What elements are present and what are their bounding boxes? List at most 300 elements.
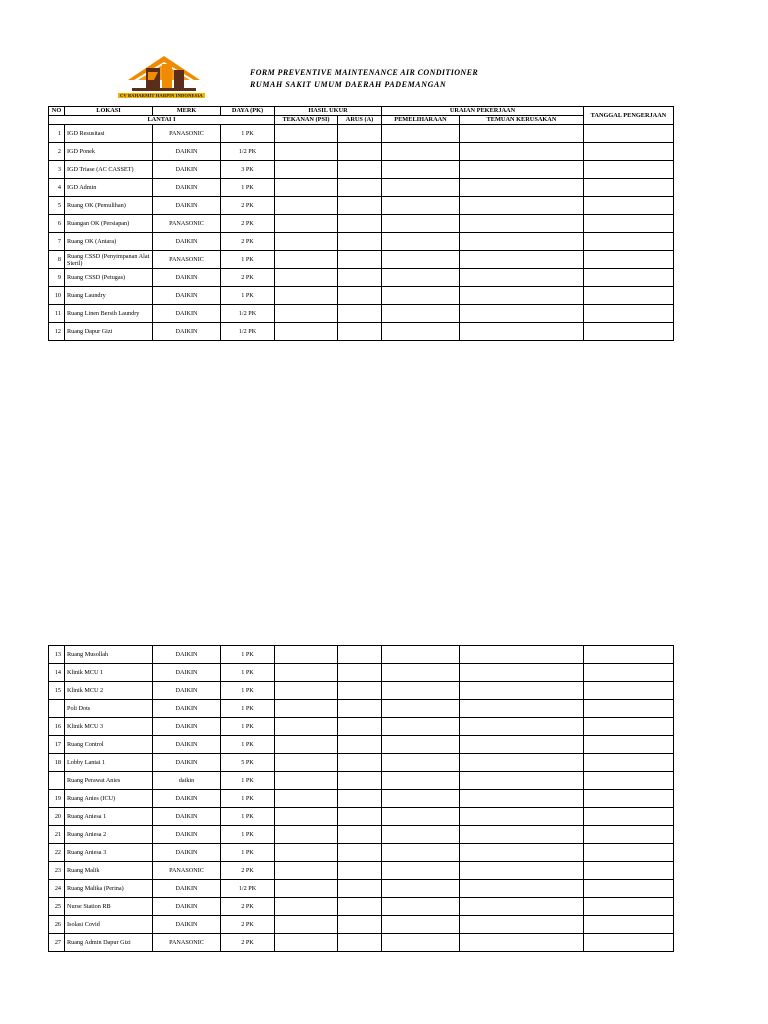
row-lokasi: Ruang Dapur Gizi xyxy=(65,323,153,341)
row-temuan[interactable] xyxy=(460,179,584,197)
row-no: 19 xyxy=(49,790,65,808)
row-tanggal[interactable] xyxy=(584,682,674,700)
row-temuan[interactable] xyxy=(460,898,584,916)
table-row xyxy=(49,161,674,179)
row-daya: 2 PK xyxy=(221,197,275,215)
row-daya: 2 PK xyxy=(221,269,275,287)
row-tanggal[interactable] xyxy=(584,808,674,826)
row-arus[interactable] xyxy=(338,718,382,736)
row-arus[interactable] xyxy=(338,197,382,215)
row-arus[interactable] xyxy=(338,934,382,952)
table-row xyxy=(49,143,674,161)
row-tekanan[interactable] xyxy=(275,161,338,179)
row-tekanan[interactable] xyxy=(275,880,338,898)
row-tanggal[interactable] xyxy=(584,233,674,251)
row-tekanan[interactable] xyxy=(275,808,338,826)
row-lokasi: Klinik MCU 3 xyxy=(65,718,153,736)
row-arus[interactable] xyxy=(338,916,382,934)
row-arus[interactable] xyxy=(338,754,382,772)
row-pemeliharaan[interactable] xyxy=(382,323,460,341)
row-arus[interactable] xyxy=(338,646,382,664)
row-pemeliharaan[interactable] xyxy=(382,682,460,700)
row-daya: 1 PK xyxy=(221,808,275,826)
row-daya: 1/2 PK xyxy=(221,143,275,161)
row-merk: DAIKIN xyxy=(153,197,221,215)
table-row xyxy=(49,934,674,952)
row-pemeliharaan[interactable] xyxy=(382,808,460,826)
row-lokasi: Ruang Malika (Perina) xyxy=(65,880,153,898)
row-tekanan[interactable] xyxy=(275,826,338,844)
row-no: 5 xyxy=(49,197,65,215)
row-merk: DAIKIN xyxy=(153,754,221,772)
row-tanggal[interactable] xyxy=(584,197,674,215)
row-tekanan[interactable] xyxy=(275,215,338,233)
row-temuan[interactable] xyxy=(460,125,584,143)
row-daya: 1 PK xyxy=(221,287,275,305)
row-temuan[interactable] xyxy=(460,718,584,736)
row-tanggal[interactable] xyxy=(584,844,674,862)
row-merk: DAIKIN xyxy=(153,287,221,305)
row-pemeliharaan[interactable] xyxy=(382,700,460,718)
row-no: 24 xyxy=(49,880,65,898)
row-tanggal[interactable] xyxy=(584,323,674,341)
row-merk: DAIKIN xyxy=(153,916,221,934)
row-tanggal[interactable] xyxy=(584,251,674,269)
row-merk: DAIKIN xyxy=(153,700,221,718)
row-daya: 3 PK xyxy=(221,161,275,179)
row-arus[interactable] xyxy=(338,790,382,808)
row-tekanan[interactable] xyxy=(275,646,338,664)
col-no: NO xyxy=(49,107,65,116)
row-lokasi: Ruang Aniesa 3 xyxy=(65,844,153,862)
row-merk: PANASONIC xyxy=(153,215,221,233)
row-merk: DAIKIN xyxy=(153,664,221,682)
row-arus[interactable] xyxy=(338,826,382,844)
row-pemeliharaan[interactable] xyxy=(382,215,460,233)
row-arus[interactable] xyxy=(338,736,382,754)
section-label: LANTAI I xyxy=(49,116,275,125)
row-daya: 1/2 PK xyxy=(221,880,275,898)
row-arus[interactable] xyxy=(338,844,382,862)
row-pemeliharaan[interactable] xyxy=(382,718,460,736)
row-daya: 1/2 PK xyxy=(221,323,275,341)
row-tekanan[interactable] xyxy=(275,718,338,736)
table-row xyxy=(49,880,674,898)
row-daya: 1 PK xyxy=(221,826,275,844)
row-merk: DAIKIN xyxy=(153,161,221,179)
row-tekanan[interactable] xyxy=(275,305,338,323)
row-arus[interactable] xyxy=(338,323,382,341)
row-lokasi: Ruang Malik xyxy=(65,862,153,880)
row-arus[interactable] xyxy=(338,287,382,305)
row-temuan[interactable] xyxy=(460,862,584,880)
row-pemeliharaan[interactable] xyxy=(382,736,460,754)
row-lokasi: Ruang Linen Bersih Laundry xyxy=(65,305,153,323)
row-merk: DAIKIN xyxy=(153,880,221,898)
row-merk: DAIKIN xyxy=(153,143,221,161)
row-tanggal[interactable] xyxy=(584,269,674,287)
row-lokasi: IGD Resusitasi xyxy=(65,125,153,143)
row-pemeliharaan[interactable] xyxy=(382,161,460,179)
table-row xyxy=(49,700,674,718)
table-row xyxy=(49,197,674,215)
row-no: 18 xyxy=(49,754,65,772)
row-no: 10 xyxy=(49,287,65,305)
row-tanggal[interactable] xyxy=(584,718,674,736)
row-no: 23 xyxy=(49,862,65,880)
row-lokasi: Poli Dots xyxy=(65,700,153,718)
table-row xyxy=(49,125,674,143)
row-no: 26 xyxy=(49,916,65,934)
row-tanggal[interactable] xyxy=(584,916,674,934)
row-temuan[interactable] xyxy=(460,251,584,269)
row-arus[interactable] xyxy=(338,179,382,197)
row-pemeliharaan[interactable] xyxy=(382,251,460,269)
table-row xyxy=(49,179,674,197)
table-row xyxy=(49,251,674,269)
row-pemeliharaan[interactable] xyxy=(382,269,460,287)
row-arus[interactable] xyxy=(338,143,382,161)
row-no: 27 xyxy=(49,934,65,952)
row-pemeliharaan[interactable] xyxy=(382,646,460,664)
row-lokasi: Ruang CSSD (Penyimpanan Alat Steril) xyxy=(65,251,153,269)
row-no: 21 xyxy=(49,826,65,844)
hospital-name: RUMAH SAKIT UMUM DAERAH PADEMANGAN xyxy=(250,80,447,89)
row-no: 7 xyxy=(49,233,65,251)
row-tanggal[interactable] xyxy=(584,646,674,664)
table-row xyxy=(49,844,674,862)
col-daya: DAYA (PK) xyxy=(221,107,275,116)
row-pemeliharaan[interactable] xyxy=(382,790,460,808)
row-daya: 2 PK xyxy=(221,898,275,916)
row-merk: PANASONIC xyxy=(153,125,221,143)
row-daya: 5 PK xyxy=(221,754,275,772)
row-tekanan[interactable] xyxy=(275,287,338,305)
row-daya: 2 PK xyxy=(221,215,275,233)
row-merk: DAIKIN xyxy=(153,826,221,844)
row-temuan[interactable] xyxy=(460,233,584,251)
row-lokasi: Ruangan OK (Persiapan) xyxy=(65,215,153,233)
table-row xyxy=(49,305,674,323)
row-tanggal[interactable] xyxy=(584,826,674,844)
row-arus[interactable] xyxy=(338,682,382,700)
row-temuan[interactable] xyxy=(460,916,584,934)
row-tanggal[interactable] xyxy=(584,143,674,161)
table-row xyxy=(49,646,674,664)
row-merk: PANASONIC xyxy=(153,862,221,880)
row-daya: 1 PK xyxy=(221,700,275,718)
row-lokasi: Ruang CSSD (Petugas) xyxy=(65,269,153,287)
table-row xyxy=(49,287,674,305)
row-pemeliharaan[interactable] xyxy=(382,197,460,215)
row-no: 11 xyxy=(49,305,65,323)
row-lokasi: Nurse Station RB xyxy=(65,898,153,916)
row-arus[interactable] xyxy=(338,215,382,233)
row-merk: PANASONIC xyxy=(153,934,221,952)
row-arus[interactable] xyxy=(338,269,382,287)
row-tanggal[interactable] xyxy=(584,305,674,323)
table-row xyxy=(49,215,674,233)
row-no xyxy=(49,700,65,718)
row-no: 9 xyxy=(49,269,65,287)
row-temuan[interactable] xyxy=(460,143,584,161)
row-arus[interactable] xyxy=(338,700,382,718)
row-tekanan[interactable] xyxy=(275,323,338,341)
row-pemeliharaan[interactable] xyxy=(382,916,460,934)
row-pemeliharaan[interactable] xyxy=(382,898,460,916)
row-tekanan[interactable] xyxy=(275,143,338,161)
row-temuan[interactable] xyxy=(460,844,584,862)
row-tanggal[interactable] xyxy=(584,215,674,233)
row-arus[interactable] xyxy=(338,125,382,143)
row-no: 8 xyxy=(49,251,65,269)
row-no: 14 xyxy=(49,664,65,682)
row-tekanan[interactable] xyxy=(275,916,338,934)
row-merk: DAIKIN xyxy=(153,269,221,287)
row-arus[interactable] xyxy=(338,772,382,790)
row-pemeliharaan[interactable] xyxy=(382,664,460,682)
row-pemeliharaan[interactable] xyxy=(382,305,460,323)
row-merk: DAIKIN xyxy=(153,718,221,736)
table-row xyxy=(49,826,674,844)
row-lokasi: Lobby Lantai 1 xyxy=(65,754,153,772)
row-daya: 1 PK xyxy=(221,125,275,143)
row-merk: DAIKIN xyxy=(153,682,221,700)
row-tekanan[interactable] xyxy=(275,934,338,952)
row-temuan[interactable] xyxy=(460,664,584,682)
table-row xyxy=(49,323,674,341)
table-row xyxy=(49,772,674,790)
row-daya: 1 PK xyxy=(221,646,275,664)
row-daya: 1 PK xyxy=(221,664,275,682)
row-lokasi: Ruang Laundry xyxy=(65,287,153,305)
row-merk: DAIKIN xyxy=(153,323,221,341)
row-temuan[interactable] xyxy=(460,754,584,772)
row-pemeliharaan[interactable] xyxy=(382,772,460,790)
row-tanggal[interactable] xyxy=(584,898,674,916)
row-tanggal[interactable] xyxy=(584,862,674,880)
col-tekanan: TEKANAN (PSI) xyxy=(275,116,338,125)
row-merk: DAIKIN xyxy=(153,808,221,826)
row-lokasi: IGD Admin xyxy=(65,179,153,197)
row-lokasi: Ruang Musollah xyxy=(65,646,153,664)
row-tanggal[interactable] xyxy=(584,934,674,952)
row-temuan[interactable] xyxy=(460,880,584,898)
row-merk: PANASONIC xyxy=(153,251,221,269)
row-tanggal[interactable] xyxy=(584,664,674,682)
row-daya: 1 PK xyxy=(221,718,275,736)
row-arus[interactable] xyxy=(338,664,382,682)
row-lokasi: IGD Triase (AC CASSET) xyxy=(65,161,153,179)
row-merk: DAIKIN xyxy=(153,646,221,664)
row-temuan[interactable] xyxy=(460,323,584,341)
row-no: 12 xyxy=(49,323,65,341)
row-temuan[interactable] xyxy=(460,934,584,952)
row-tekanan[interactable] xyxy=(275,179,338,197)
row-pemeliharaan[interactable] xyxy=(382,880,460,898)
row-pemeliharaan[interactable] xyxy=(382,862,460,880)
row-arus[interactable] xyxy=(338,880,382,898)
row-daya: 1 PK xyxy=(221,790,275,808)
row-lokasi: Ruang Anies (ICU) xyxy=(65,790,153,808)
row-temuan[interactable] xyxy=(460,772,584,790)
row-tekanan[interactable] xyxy=(275,844,338,862)
row-tekanan[interactable] xyxy=(275,754,338,772)
row-lokasi: Ruang Admin Dapur Gizi xyxy=(65,934,153,952)
row-lokasi: Klinik MCU 1 xyxy=(65,664,153,682)
row-merk: DAIKIN xyxy=(153,844,221,862)
row-tekanan[interactable] xyxy=(275,233,338,251)
row-arus[interactable] xyxy=(338,898,382,916)
row-temuan[interactable] xyxy=(460,736,584,754)
row-pemeliharaan[interactable] xyxy=(382,233,460,251)
table-row xyxy=(49,790,674,808)
row-tekanan[interactable] xyxy=(275,269,338,287)
table-row xyxy=(49,862,674,880)
row-arus[interactable] xyxy=(338,233,382,251)
row-no: 22 xyxy=(49,844,65,862)
row-temuan[interactable] xyxy=(460,197,584,215)
row-merk: DAIKIN xyxy=(153,233,221,251)
row-arus[interactable] xyxy=(338,305,382,323)
table-row xyxy=(49,898,674,916)
row-daya: 2 PK xyxy=(221,916,275,934)
row-pemeliharaan[interactable] xyxy=(382,287,460,305)
row-temuan[interactable] xyxy=(460,682,584,700)
row-no: 1 xyxy=(49,125,65,143)
row-no: 15 xyxy=(49,682,65,700)
row-tekanan[interactable] xyxy=(275,700,338,718)
row-daya: 1 PK xyxy=(221,251,275,269)
row-temuan[interactable] xyxy=(460,646,584,664)
row-no: 13 xyxy=(49,646,65,664)
row-pemeliharaan[interactable] xyxy=(382,754,460,772)
col-temuan: TEMUAN KERUSAKAN xyxy=(460,116,584,125)
table-row xyxy=(49,682,674,700)
row-arus[interactable] xyxy=(338,808,382,826)
table-row xyxy=(49,916,674,934)
row-daya: 1 PK xyxy=(221,736,275,754)
row-merk: daikin xyxy=(153,772,221,790)
row-tekanan[interactable] xyxy=(275,197,338,215)
row-tanggal[interactable] xyxy=(584,700,674,718)
row-no xyxy=(49,772,65,790)
col-hasil-ukur: HASIL UKUR xyxy=(275,107,382,116)
row-tekanan[interactable] xyxy=(275,772,338,790)
row-temuan[interactable] xyxy=(460,161,584,179)
row-tekanan[interactable] xyxy=(275,664,338,682)
row-no: 6 xyxy=(49,215,65,233)
row-tekanan[interactable] xyxy=(275,736,338,754)
row-daya: 1 PK xyxy=(221,772,275,790)
row-arus[interactable] xyxy=(338,251,382,269)
row-pemeliharaan[interactable] xyxy=(382,826,460,844)
row-no: 17 xyxy=(49,736,65,754)
row-lokasi: Ruang OK (Antara) xyxy=(65,233,153,251)
row-tanggal[interactable] xyxy=(584,179,674,197)
maintenance-table-1 xyxy=(48,106,674,341)
row-tanggal[interactable] xyxy=(584,287,674,305)
table-row xyxy=(49,808,674,826)
row-tekanan[interactable] xyxy=(275,682,338,700)
row-daya: 1/2 PK xyxy=(221,305,275,323)
table-row xyxy=(49,664,674,682)
row-temuan[interactable] xyxy=(460,305,584,323)
row-lokasi: Ruang Aniesa 1 xyxy=(65,808,153,826)
row-daya: 2 PK xyxy=(221,862,275,880)
table-row xyxy=(49,736,674,754)
row-daya: 2 PK xyxy=(221,934,275,952)
row-tekanan[interactable] xyxy=(275,125,338,143)
row-daya: 1 PK xyxy=(221,844,275,862)
row-tekanan[interactable] xyxy=(275,251,338,269)
row-pemeliharaan[interactable] xyxy=(382,179,460,197)
row-lokasi: Isolasi Covid xyxy=(65,916,153,934)
row-tekanan[interactable] xyxy=(275,790,338,808)
row-daya: 1 PK xyxy=(221,179,275,197)
logo-caption: CV BAHARMIT HARPIN INDONESIA xyxy=(120,93,203,98)
row-tekanan[interactable] xyxy=(275,862,338,880)
row-tanggal[interactable] xyxy=(584,125,674,143)
row-tanggal[interactable] xyxy=(584,790,674,808)
row-temuan[interactable] xyxy=(460,790,584,808)
row-merk: DAIKIN xyxy=(153,736,221,754)
row-pemeliharaan[interactable] xyxy=(382,143,460,161)
row-pemeliharaan[interactable] xyxy=(382,934,460,952)
row-daya: 2 PK xyxy=(221,233,275,251)
row-arus[interactable] xyxy=(338,862,382,880)
row-no: 4 xyxy=(49,179,65,197)
row-temuan[interactable] xyxy=(460,700,584,718)
col-arus: ARUS (A) xyxy=(338,116,382,125)
row-tanggal[interactable] xyxy=(584,772,674,790)
row-temuan[interactable] xyxy=(460,215,584,233)
row-tanggal[interactable] xyxy=(584,161,674,179)
row-no: 20 xyxy=(49,808,65,826)
row-lokasi: Ruang Aniesa 2 xyxy=(65,826,153,844)
row-merk: DAIKIN xyxy=(153,305,221,323)
table-row xyxy=(49,754,674,772)
row-lokasi: Ruang OK (Pemulihan) xyxy=(65,197,153,215)
row-tanggal[interactable] xyxy=(584,736,674,754)
col-tanggal: TANGGAL PENGERJAAN xyxy=(584,107,674,125)
row-temuan[interactable] xyxy=(460,808,584,826)
col-uraian: URAIAN PEKERJAAN xyxy=(382,107,584,116)
row-no: 3 xyxy=(49,161,65,179)
row-daya: 1 PK xyxy=(221,682,275,700)
row-lokasi: Ruang Perawat Anies xyxy=(65,772,153,790)
maintenance-table-2 xyxy=(48,645,674,952)
row-temuan[interactable] xyxy=(460,287,584,305)
row-merk: DAIKIN xyxy=(153,179,221,197)
row-pemeliharaan[interactable] xyxy=(382,125,460,143)
row-tanggal[interactable] xyxy=(584,880,674,898)
row-lokasi: Klinik MCU 2 xyxy=(65,682,153,700)
row-tekanan[interactable] xyxy=(275,898,338,916)
row-no: 16 xyxy=(49,718,65,736)
row-pemeliharaan[interactable] xyxy=(382,844,460,862)
table-row xyxy=(49,233,674,251)
row-temuan[interactable] xyxy=(460,269,584,287)
row-arus[interactable] xyxy=(338,161,382,179)
row-lokasi: IGD Ponek xyxy=(65,143,153,161)
row-temuan[interactable] xyxy=(460,826,584,844)
col-lokasi: LOKASI xyxy=(65,107,153,116)
table-row xyxy=(49,269,674,287)
row-lokasi: Ruang Control xyxy=(65,736,153,754)
row-tanggal[interactable] xyxy=(584,754,674,772)
row-no: 25 xyxy=(49,898,65,916)
